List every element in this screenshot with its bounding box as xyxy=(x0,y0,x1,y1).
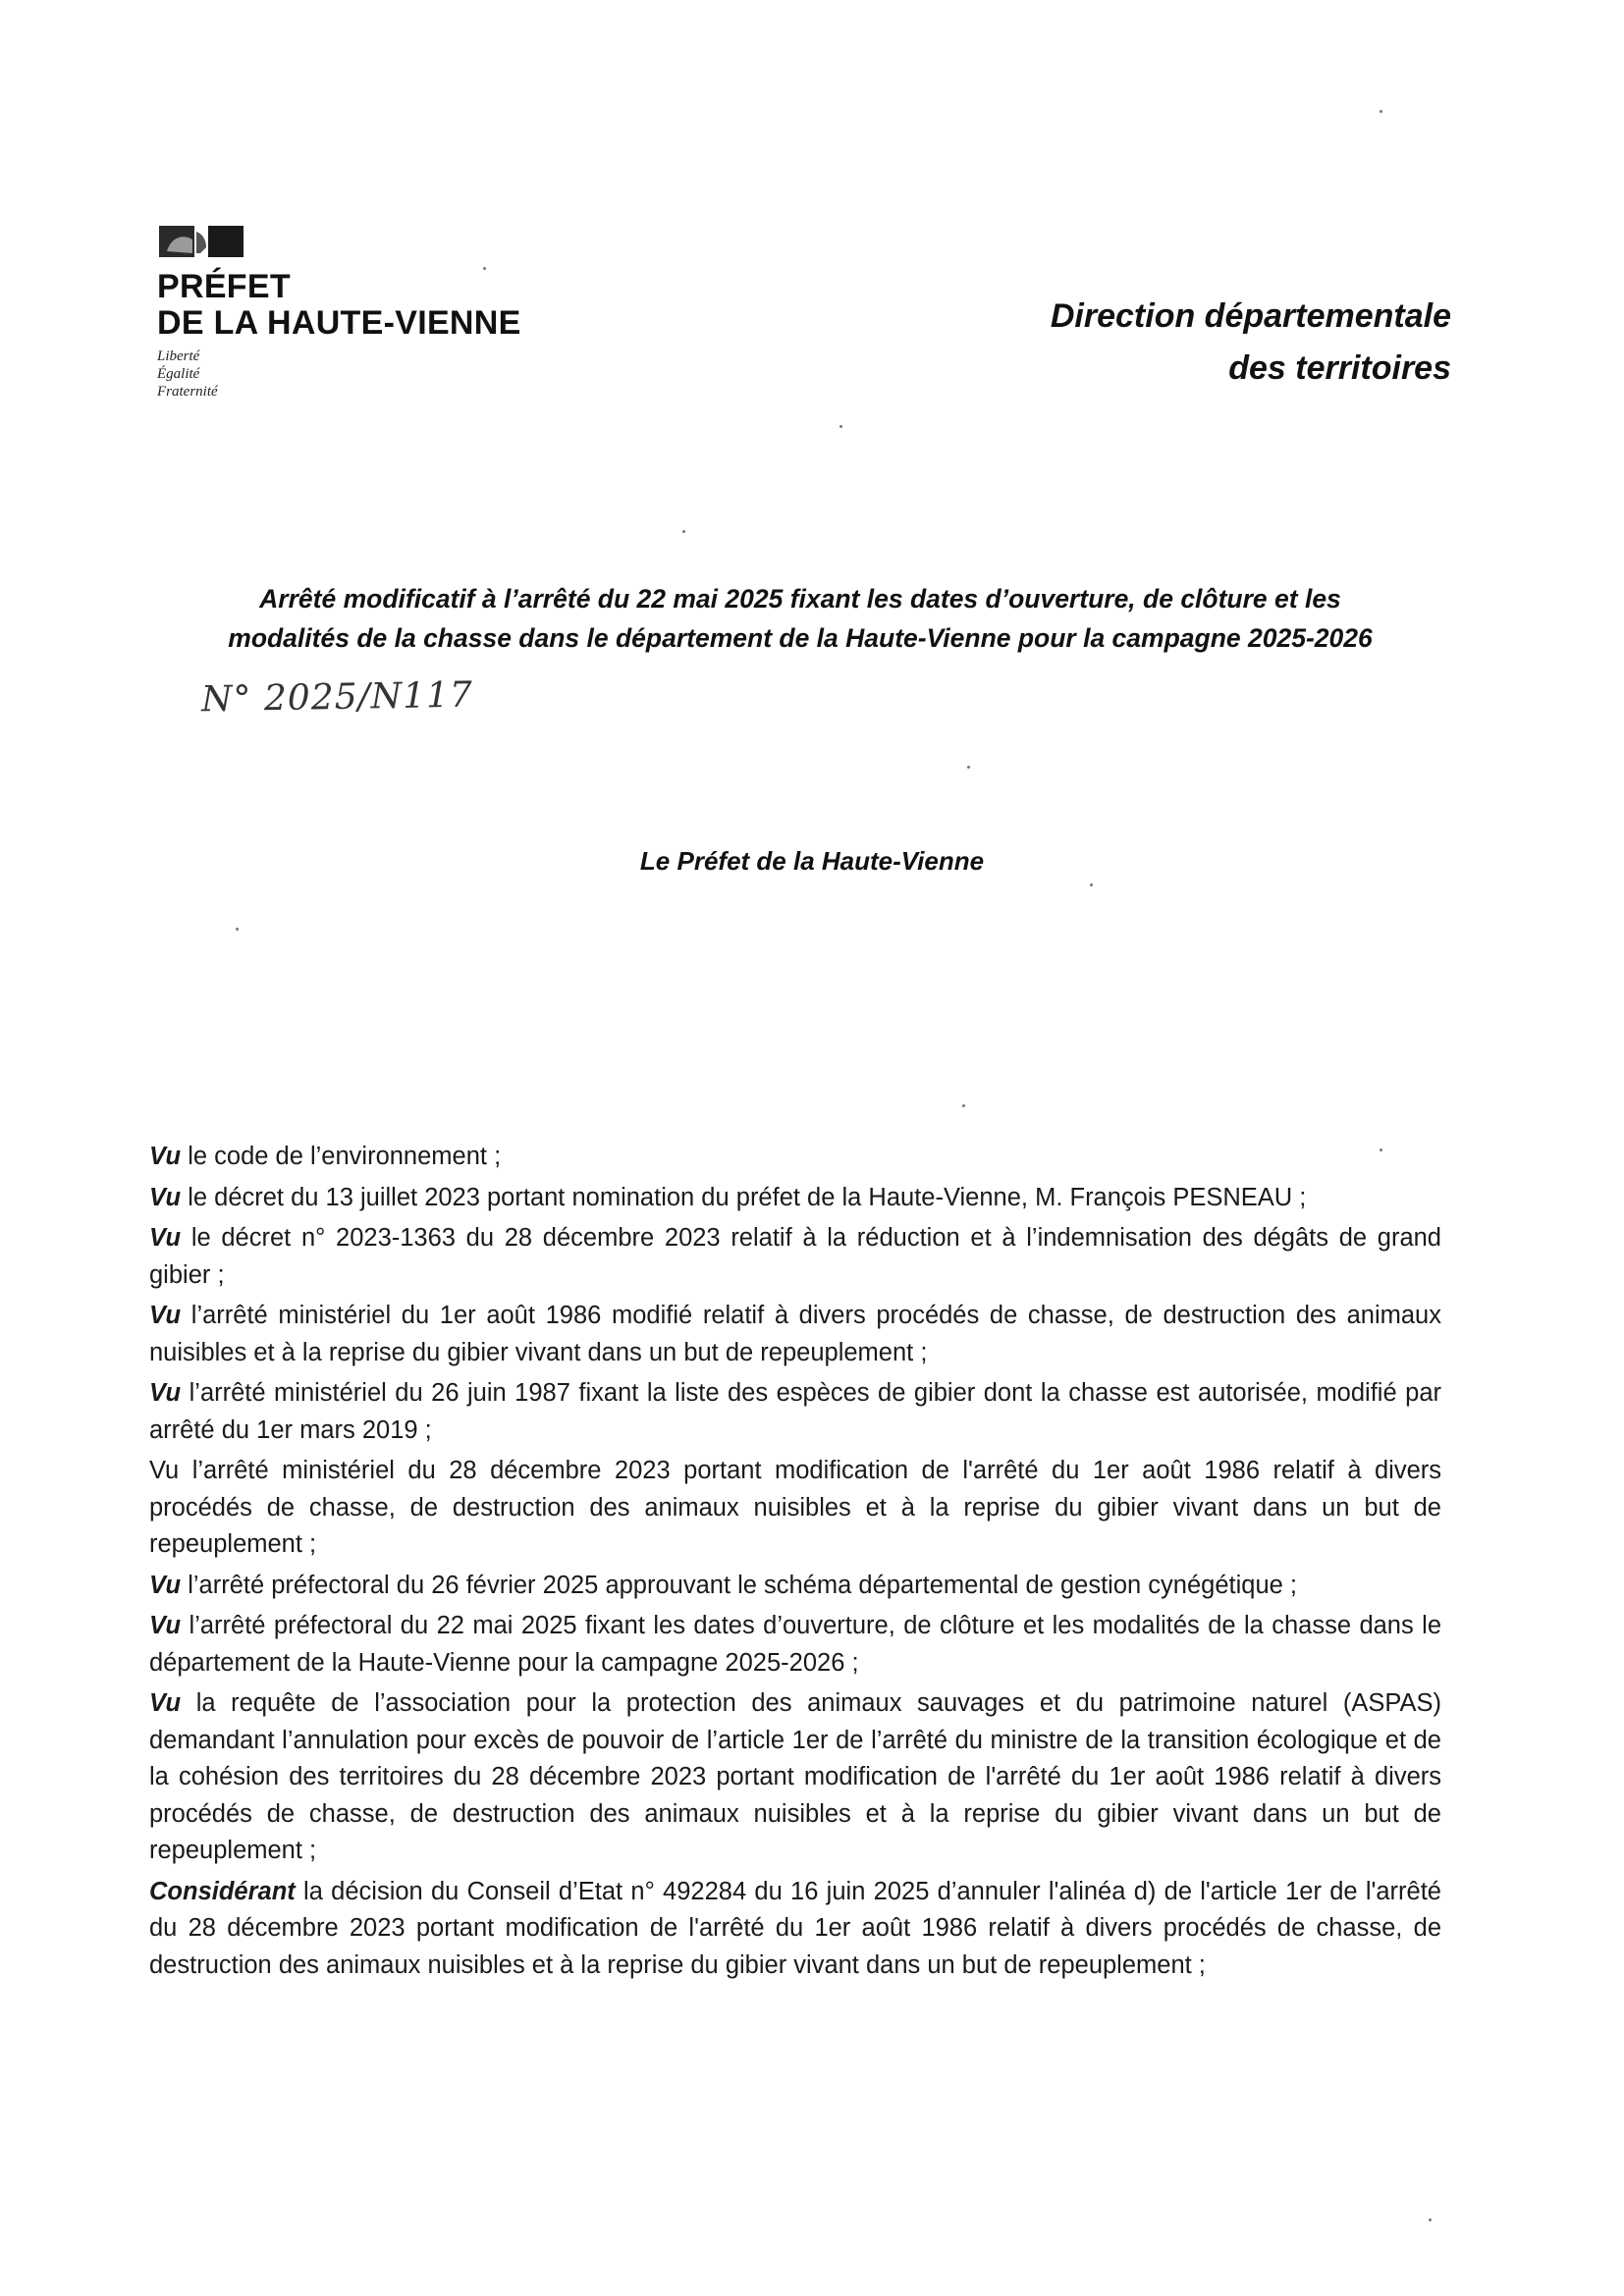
visa-paragraph xyxy=(149,1874,1441,1985)
visa-text: la décision du Conseil d’Etat n° 492284 du 16 juin 2025 d’annuler l'alinéa d) de l'article 1er de l'arrêté du 28 décembre 2023 portant modification de l'arrêté du 1er août 1986 relatif à divers procédés de chasse, de destruction des animaux nuisibles et à la reprise du gibier vivant dans un but de repeuplement ; xyxy=(149,1877,1441,1979)
scan-speck xyxy=(967,766,970,769)
visa-paragraph xyxy=(149,1298,1441,1371)
scan-speck xyxy=(839,425,842,428)
visa-paragraph xyxy=(149,1375,1441,1449)
visa-keyword: Vu xyxy=(149,1612,182,1639)
visas-list xyxy=(149,1139,1441,1988)
motto-liberte: Liberté xyxy=(157,348,200,364)
scan-speck xyxy=(236,928,239,931)
visa-paragraph xyxy=(149,1568,1441,1605)
republic-motto xyxy=(157,347,569,400)
visa-keyword: Vu xyxy=(149,1302,182,1329)
visa-text: l’arrêté ministériel du 26 juin 1987 fixant la liste des espèces de gibier dont la chasse est autorisée, modifié par arrêté du 1er mars 2019 ; xyxy=(149,1379,1441,1444)
direction-heading xyxy=(1051,291,1451,395)
scan-speck xyxy=(1380,1148,1382,1151)
motto-egalite: Égalité xyxy=(157,366,200,382)
visa-text: l’arrêté préfectoral du 26 février 2025 approuvant le schéma départemental de gestion cynégétique ; xyxy=(181,1571,1297,1599)
visa-keyword: Vu xyxy=(149,1379,182,1407)
visa-text: le code de l’environnement ; xyxy=(181,1143,502,1170)
visa-paragraph xyxy=(149,1139,1441,1176)
decree-title-line2: modalités de la chasse dans le département de la Haute-Vienne pour la campagne 2025-2026 xyxy=(228,623,1373,653)
visa-text: Vu l’arrêté ministériel du 28 décembre 2023 portant modification de l'arrêté du 1er août 1986 relatif à divers procédés de chasse, de destruction des animaux nuisibles et à la reprise du gibier vivant dans un but de repeuplement ; xyxy=(149,1457,1441,1558)
handwritten-decree-number: N° 2025/N117 xyxy=(200,674,474,721)
visa-keyword: Considérant xyxy=(149,1877,296,1905)
visa-keyword: Vu xyxy=(149,1224,182,1252)
visa-paragraph xyxy=(149,1453,1441,1564)
visa-paragraph xyxy=(149,1180,1441,1217)
org-name-line2: DE LA HAUTE-VIENNE xyxy=(157,304,521,342)
visa-text: l’arrêté ministériel du 1er août 1986 modifié relatif à divers procédés de chasse, de destruction des animaux nuisibles et à la reprise du gibier vivant dans un but de repeuplement ; xyxy=(149,1302,1441,1366)
decree-title-line1: Arrêté modificatif à l’arrêté du 22 mai 2025 fixant les dates d’ouverture, de clôture et les xyxy=(259,584,1341,614)
direction-line1: Direction départementale xyxy=(1050,297,1451,335)
scan-speck xyxy=(1090,883,1093,886)
scan-speck xyxy=(1380,110,1382,113)
visa-keyword: Vu xyxy=(149,1183,182,1211)
direction-line2: des territoires xyxy=(1228,349,1451,387)
decree-title xyxy=(137,579,1463,658)
marianne-logo-icon xyxy=(157,224,245,259)
visa-text: la requête de l’association pour la protection des animaux sauvages et du patrimoine naturel (ASPAS) demandant l’annulation pour excès de pouvoir de l’article 1er de l’arrêté du ministre de la transition écologique et de la cohésion des territoires du 28 décembre 2023 portant modification de l'arrêté du 1er août 1986 relatif à divers procédés de chasse, de destruction des animaux nuisibles et à la reprise du gibier vivant dans un but de repeuplement ; xyxy=(149,1689,1441,1864)
visa-keyword: Vu xyxy=(149,1143,182,1170)
visa-text: le décret n° 2023-1363 du 28 décembre 2023 relatif à la réduction et à l’indemnisation des dégâts de grand gibier ; xyxy=(149,1224,1441,1289)
scan-speck xyxy=(1429,2218,1432,2221)
scan-speck xyxy=(483,267,486,270)
prefecture-logo-block xyxy=(157,224,569,400)
visa-paragraph xyxy=(149,1608,1441,1682)
scan-speck xyxy=(682,530,685,533)
visa-keyword: Vu xyxy=(149,1689,182,1717)
authority-heading: Le Préfet de la Haute-Vienne xyxy=(639,846,985,876)
visa-paragraph xyxy=(149,1220,1441,1294)
org-name-line1: PRÉFET xyxy=(157,268,291,305)
visa-text: le décret du 13 juillet 2023 portant nomination du préfet de la Haute-Vienne, M. François PESNEAU ; xyxy=(181,1183,1307,1211)
visa-keyword: Vu xyxy=(149,1571,182,1599)
visa-paragraph xyxy=(149,1685,1441,1870)
motto-fraternite: Fraternité xyxy=(157,384,218,400)
scan-speck xyxy=(962,1104,965,1107)
visa-text: l’arrêté préfectoral du 22 mai 2025 fixant les dates d’ouverture, de clôture et les modalités de la chasse dans le département de la Haute-Vienne pour la campagne 2025-2026 ; xyxy=(149,1612,1441,1677)
